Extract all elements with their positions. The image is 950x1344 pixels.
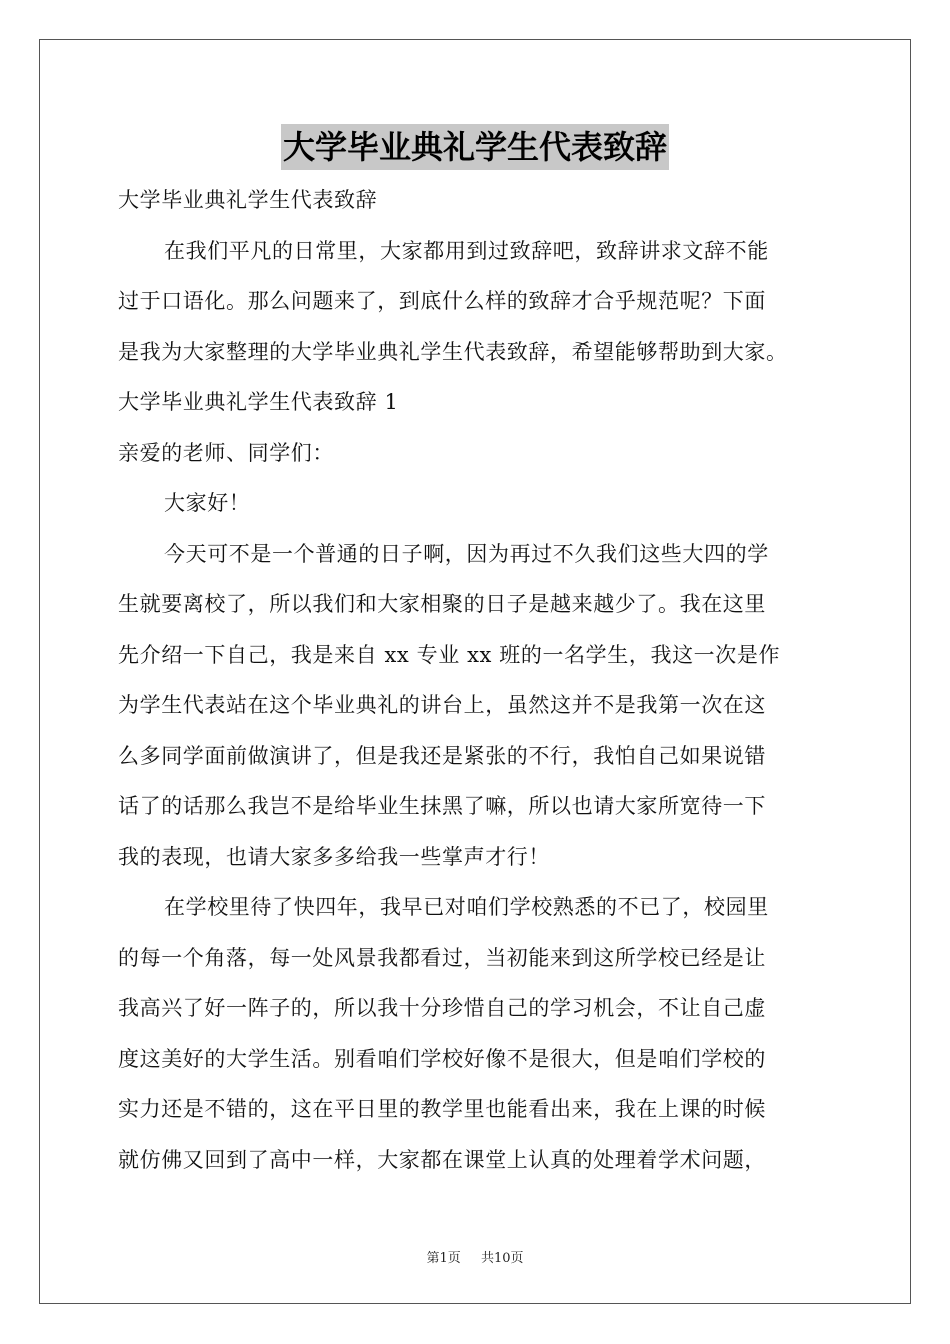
paragraph-line: 实力还是不错的，这在平日里的教学里也能看出来，我在上课的时候 bbox=[118, 1097, 766, 1121]
salutation-line: 亲爱的老师、同学们： bbox=[118, 440, 334, 465]
paragraph-line: 的每一个角落，每一处风景我都看过，当初能来到这所学校已经是让 bbox=[118, 945, 766, 970]
greeting-line: 大家好！ bbox=[164, 491, 251, 515]
paragraph-line: 在我们平凡的日常里，大家都用到过致辞吧，致辞讲求文辞不能 bbox=[164, 238, 769, 263]
subtitle-line: 大学毕业典礼学生代表致辞 bbox=[118, 188, 378, 212]
document-body bbox=[118, 175, 834, 1185]
paragraph-line: 过于口语化。那么问题来了，到底什么样的致辞才合乎规范呢？下面 bbox=[118, 289, 766, 313]
paragraph-line: 今天可不是一个普通的日子啊，因为再过不久我们这些大四的学 bbox=[164, 541, 769, 566]
paragraph-line: 为学生代表站在这个毕业典礼的讲台上，虽然这并不是我第一次在这 bbox=[118, 693, 766, 717]
page-total: 共10页 bbox=[480, 1251, 524, 1266]
paragraph-line: 我的表现，也请大家多多给我一些掌声才行！ bbox=[118, 844, 550, 869]
paragraph-line: 先介绍一下自己，我是来自 xx 专业 xx 班的一名学生，我这一次是作 bbox=[118, 642, 781, 667]
paragraph-line: 我高兴了好一阵子的，所以我十分珍惜自己的学习机会，不让自己虚 bbox=[118, 996, 766, 1020]
paragraph-line: 度这美好的大学生活。别看咱们学校好像不是很大，但是咱们学校的 bbox=[118, 1046, 766, 1071]
paragraph-line: 就仿佛又回到了高中一样，大家都在课堂上认真的处理着学术问题， bbox=[118, 1147, 766, 1172]
paragraph-line: 么多同学面前做演讲了，但是我还是紧张的不行，我怕自己如果说错 bbox=[118, 743, 766, 768]
page-number: 第1页 bbox=[426, 1251, 461, 1266]
document-title: 大学毕业典礼学生代表致辞 bbox=[281, 124, 669, 170]
page-footer bbox=[0, 1247, 950, 1266]
paragraph-line: 生就要离校了，所以我们和大家相聚的日子是越来越少了。我在这里 bbox=[118, 592, 766, 616]
section-heading: 大学毕业典礼学生代表致辞 1 bbox=[118, 390, 399, 414]
title-container bbox=[0, 124, 950, 170]
paragraph-line: 话了的话那么我岂不是给毕业生抹黑了嘛，所以也请大家所宽待一下 bbox=[118, 794, 766, 818]
paragraph-line: 是我为大家整理的大学毕业典礼学生代表致辞，希望能够帮助到大家。 bbox=[118, 339, 788, 364]
paragraph-line: 在学校里待了快四年，我早已对咱们学校熟悉的不已了，校园里 bbox=[164, 895, 769, 919]
